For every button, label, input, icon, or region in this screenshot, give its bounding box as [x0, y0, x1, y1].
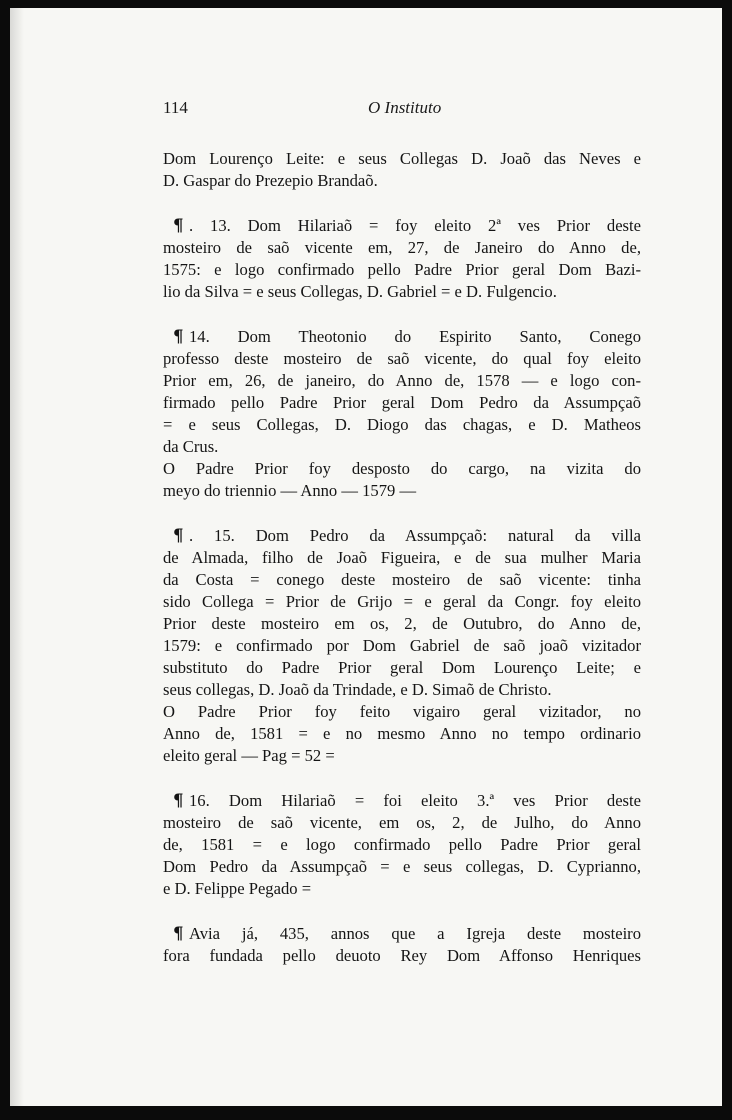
text-line: [163, 569, 641, 591]
paragraph-mark-icon: ¶: [173, 525, 184, 545]
line-text: 16. Dom Hilariaõ = foi eleito 3.ª ves Prior deste: [189, 791, 641, 810]
text-line: [163, 436, 641, 458]
line-text: seus collegas, D. Joaõ da Trindade, e D. Simaõ de Christo.: [163, 680, 552, 699]
text-line: [163, 679, 641, 701]
text-line: [163, 547, 641, 569]
text-line: [163, 591, 641, 613]
line-text: O Padre Prior foy feito vigairo geral vizitador, no: [163, 702, 641, 721]
text-line: [163, 348, 641, 370]
text-line: [163, 281, 641, 303]
text-line: [163, 613, 641, 635]
line-text: D. Gaspar do Prezepio Brandaõ.: [163, 171, 378, 190]
line-text: lio da Silva = e seus Collegas, D. Gabriel = e D. Fulgencio.: [163, 282, 557, 301]
line-text: de, 1581 = e logo confirmado pello Padre Prior geral: [163, 835, 641, 854]
text-line: [163, 745, 641, 767]
text-line: [163, 834, 641, 856]
text-line: [163, 414, 641, 436]
text-line: [163, 922, 641, 945]
line-text: = e seus Collegas, D. Diogo das chagas, e D. Matheos: [163, 415, 641, 434]
running-header: [163, 98, 641, 122]
paragraph-mark-icon: ¶: [173, 215, 184, 235]
line-text: Prior deste mosteiro em os, 2, de Outubro, do Anno de,: [163, 614, 641, 633]
line-text: da Crus.: [163, 437, 219, 456]
line-text: firmado pello Padre Prior geral Dom Pedro da Assumpçaõ: [163, 393, 641, 412]
text-line: [163, 148, 641, 170]
text-line: [163, 214, 641, 237]
text-line: [163, 259, 641, 281]
paragraph: [163, 325, 641, 458]
line-text: Anno de, 1581 = e no mesmo Anno no tempo ordinario: [163, 724, 641, 743]
line-text: mosteiro de saõ vicente em, 27, de Janeiro do Anno de,: [163, 238, 641, 257]
page-number: 114: [163, 98, 188, 117]
paragraph: [163, 789, 641, 900]
line-text: fora fundada pello deuoto Rey Dom Affonso Henriques: [163, 946, 641, 965]
line-text: de Almada, filho de Joaõ Figueira, e de sua mulher Maria: [163, 548, 641, 567]
line-text: . 15. Dom Pedro da Assumpçaõ: natural da villa: [189, 526, 641, 545]
line-text: eleito geral — Pag = 52 =: [163, 746, 335, 765]
paragraph: [163, 701, 641, 767]
text-line: [163, 480, 641, 502]
text-body: [163, 148, 641, 989]
text-line: [163, 458, 641, 480]
line-text: 14. Dom Theotonio do Espirito Santo, Conego: [189, 327, 641, 346]
line-text: Dom Lourenço Leite: e seus Collegas D. Joaõ das Neves e: [163, 149, 641, 168]
paragraph: [163, 148, 641, 192]
paragraph: [163, 524, 641, 701]
text-line: [163, 701, 641, 723]
line-text: da Costa = conego deste mosteiro de saõ vicente: tinha: [163, 570, 641, 589]
text-line: [163, 325, 641, 348]
paragraph: [163, 214, 641, 303]
line-text: Avia já, 435, annos que a Igreja deste mosteiro: [189, 924, 641, 943]
paragraph-mark-icon: ¶: [173, 923, 184, 943]
text-line: [163, 237, 641, 259]
text-line: [163, 657, 641, 679]
line-text: Dom Pedro da Assumpçaõ = e seus collegas, D. Cyprianno,: [163, 857, 641, 876]
scan-shadow: [10, 8, 24, 1106]
text-line: [163, 524, 641, 547]
line-text: . 13. Dom Hilariaõ = foy eleito 2ª ves Prior deste: [189, 216, 641, 235]
running-title: O Instituto: [368, 98, 442, 117]
text-line: [163, 170, 641, 192]
line-text: substituto do Padre Prior geral Dom Lourenço Leite; e: [163, 658, 641, 677]
line-text: professo deste mosteiro de saõ vicente, do qual foy eleito: [163, 349, 641, 368]
text-line: [163, 878, 641, 900]
text-line: [163, 635, 641, 657]
paragraph-mark-icon: ¶: [173, 326, 184, 346]
text-line: [163, 370, 641, 392]
text-line: [163, 945, 641, 967]
line-text: Prior em, 26, de janeiro, do Anno de, 1578 — e logo con-: [163, 371, 641, 390]
line-text: meyo do triennio — Anno — 1579 —: [163, 481, 417, 500]
line-text: mosteiro de saõ vicente, em os, 2, de Julho, do Anno: [163, 813, 641, 832]
paragraph-mark-icon: ¶: [173, 790, 184, 810]
text-line: [163, 392, 641, 414]
text-line: [163, 856, 641, 878]
paragraph: [163, 922, 641, 967]
line-text: e D. Felippe Pegado =: [163, 879, 312, 898]
line-text: 1579: e confirmado por Dom Gabriel de saõ joaõ vizitador: [163, 636, 641, 655]
line-text: O Padre Prior foy desposto do cargo, na vizita do: [163, 459, 641, 478]
scanned-page: [10, 8, 722, 1106]
line-text: sido Collega = Prior de Grijo = e geral da Congr. foy eleito: [163, 592, 641, 611]
text-line: [163, 723, 641, 745]
paragraph: [163, 458, 641, 502]
text-line: [163, 789, 641, 812]
line-text: 1575: e logo confirmado pello Padre Prior geral Dom Bazi-: [163, 260, 641, 279]
text-line: [163, 812, 641, 834]
